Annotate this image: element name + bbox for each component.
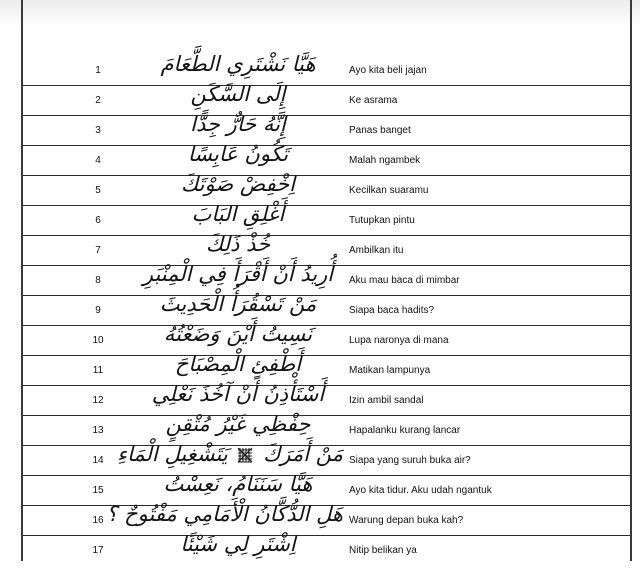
- indonesian-meaning: Ayo kita beli jajan: [349, 65, 427, 76]
- row-number: 8: [95, 275, 101, 286]
- indonesian-meaning: Ambilkan itu: [349, 245, 404, 256]
- arabic-phrase: هَلِ الدُّكَّانُ الْأَمَامِي مَفْتُوحٌ ؟: [106, 502, 343, 526]
- arabic-phrase: مَنْ تَسْقُرَأُ الْحَدِيثَ: [159, 292, 317, 316]
- row-number: 2: [95, 95, 101, 106]
- indonesian-meaning: Siapa yang suruh buka air?: [349, 455, 471, 466]
- row-number: 7: [95, 245, 101, 256]
- arabic-phrase: هَيَّا سَنَنَامُ، نَعِسْتُ: [163, 472, 313, 496]
- indonesian-meaning: Malah ngambek: [349, 155, 421, 166]
- row-number: 3: [95, 125, 101, 136]
- row-number: 11: [92, 365, 104, 376]
- indonesian-meaning: Warung depan buka kah?: [349, 515, 464, 526]
- row-number: 9: [95, 305, 101, 316]
- row-number: 12: [92, 395, 104, 406]
- indonesian-meaning: Ke asrama: [349, 95, 398, 106]
- indonesian-meaning: Nitip belikan ya: [349, 545, 417, 556]
- arabic-phrase-part: مَنْ أَمَرَكَ: [263, 442, 343, 466]
- arabic-phrase: خُذْ ذَلِكَ: [205, 232, 271, 256]
- row-number: 10: [92, 335, 104, 346]
- indonesian-meaning: Ayo kita tidur. Aku udah ngantuk: [349, 485, 492, 496]
- arabic-phrase: إِنَّهُ حَارٌّ جِدًّا: [190, 112, 286, 136]
- scribbled-out-mark: [237, 447, 253, 463]
- row-number: 17: [92, 545, 104, 556]
- row-number: 6: [95, 215, 101, 226]
- indonesian-meaning: Tutupkan pintu: [349, 215, 415, 226]
- row-number: 16: [92, 515, 104, 526]
- row-number: 4: [95, 155, 101, 166]
- indonesian-meaning: Izin ambil sandal: [349, 395, 424, 406]
- arabic-phrase: نَسِيتُ أَيْنَ وَضَعْتُهُ: [163, 322, 313, 346]
- indonesian-meaning: Panas banget: [349, 125, 411, 136]
- table-row: [23, 532, 630, 568]
- indonesian-meaning: Aku mau baca di mimbar: [349, 275, 460, 286]
- arabic-phrase: أَطْفِئِ الْمِصْبَاحَ: [174, 352, 302, 376]
- row-number: 5: [95, 185, 101, 196]
- indonesian-meaning: Matikan lampunya: [349, 365, 431, 376]
- arabic-phrase: حِفْظِي غَيْرُ مُتْقِنٍ: [165, 412, 311, 436]
- arabic-phrase: اِخْفِضْ صَوْتَكَ: [180, 172, 296, 196]
- row-number: 13: [92, 425, 104, 436]
- indonesian-meaning: Lupa naronya di mana: [349, 335, 449, 346]
- row-number: 1: [95, 65, 101, 76]
- arabic-phrase: تَكُونُ عَابِسًا: [187, 142, 289, 166]
- page-top-shadow: [0, 0, 640, 26]
- arabic-phrase: هَيَّا نَشْتَرِي الطَّعَامَ: [160, 52, 316, 76]
- row-number: 15: [92, 485, 104, 496]
- indonesian-meaning: Kecilkan suaramu: [349, 185, 429, 196]
- arabic-phrase: إِلَى السَّكَنِ: [190, 82, 286, 106]
- arabic-phrase: أَسْتَأْذِنُ أَنْ آخُذَ نَعْلِي: [151, 382, 325, 406]
- arabic-phrase-part: يَتَشْغِيلِ الْمَاءِ: [117, 442, 228, 466]
- row-number: 14: [92, 455, 104, 466]
- indonesian-meaning: Siapa baca hadits?: [349, 305, 435, 316]
- arabic-phrase: اِشْتَرِ لِي شَيْئًا: [180, 532, 296, 556]
- arabic-phrase: أَغْلِقِ البَابَ: [191, 202, 285, 226]
- table-right-border: [630, 0, 632, 561]
- arabic-phrase: أُرِيدُ أَنْ أَقْرَأَ فِي الْمِنْبَرِ: [142, 262, 334, 286]
- indonesian-meaning: Hapalanku kurang lancar: [349, 425, 461, 436]
